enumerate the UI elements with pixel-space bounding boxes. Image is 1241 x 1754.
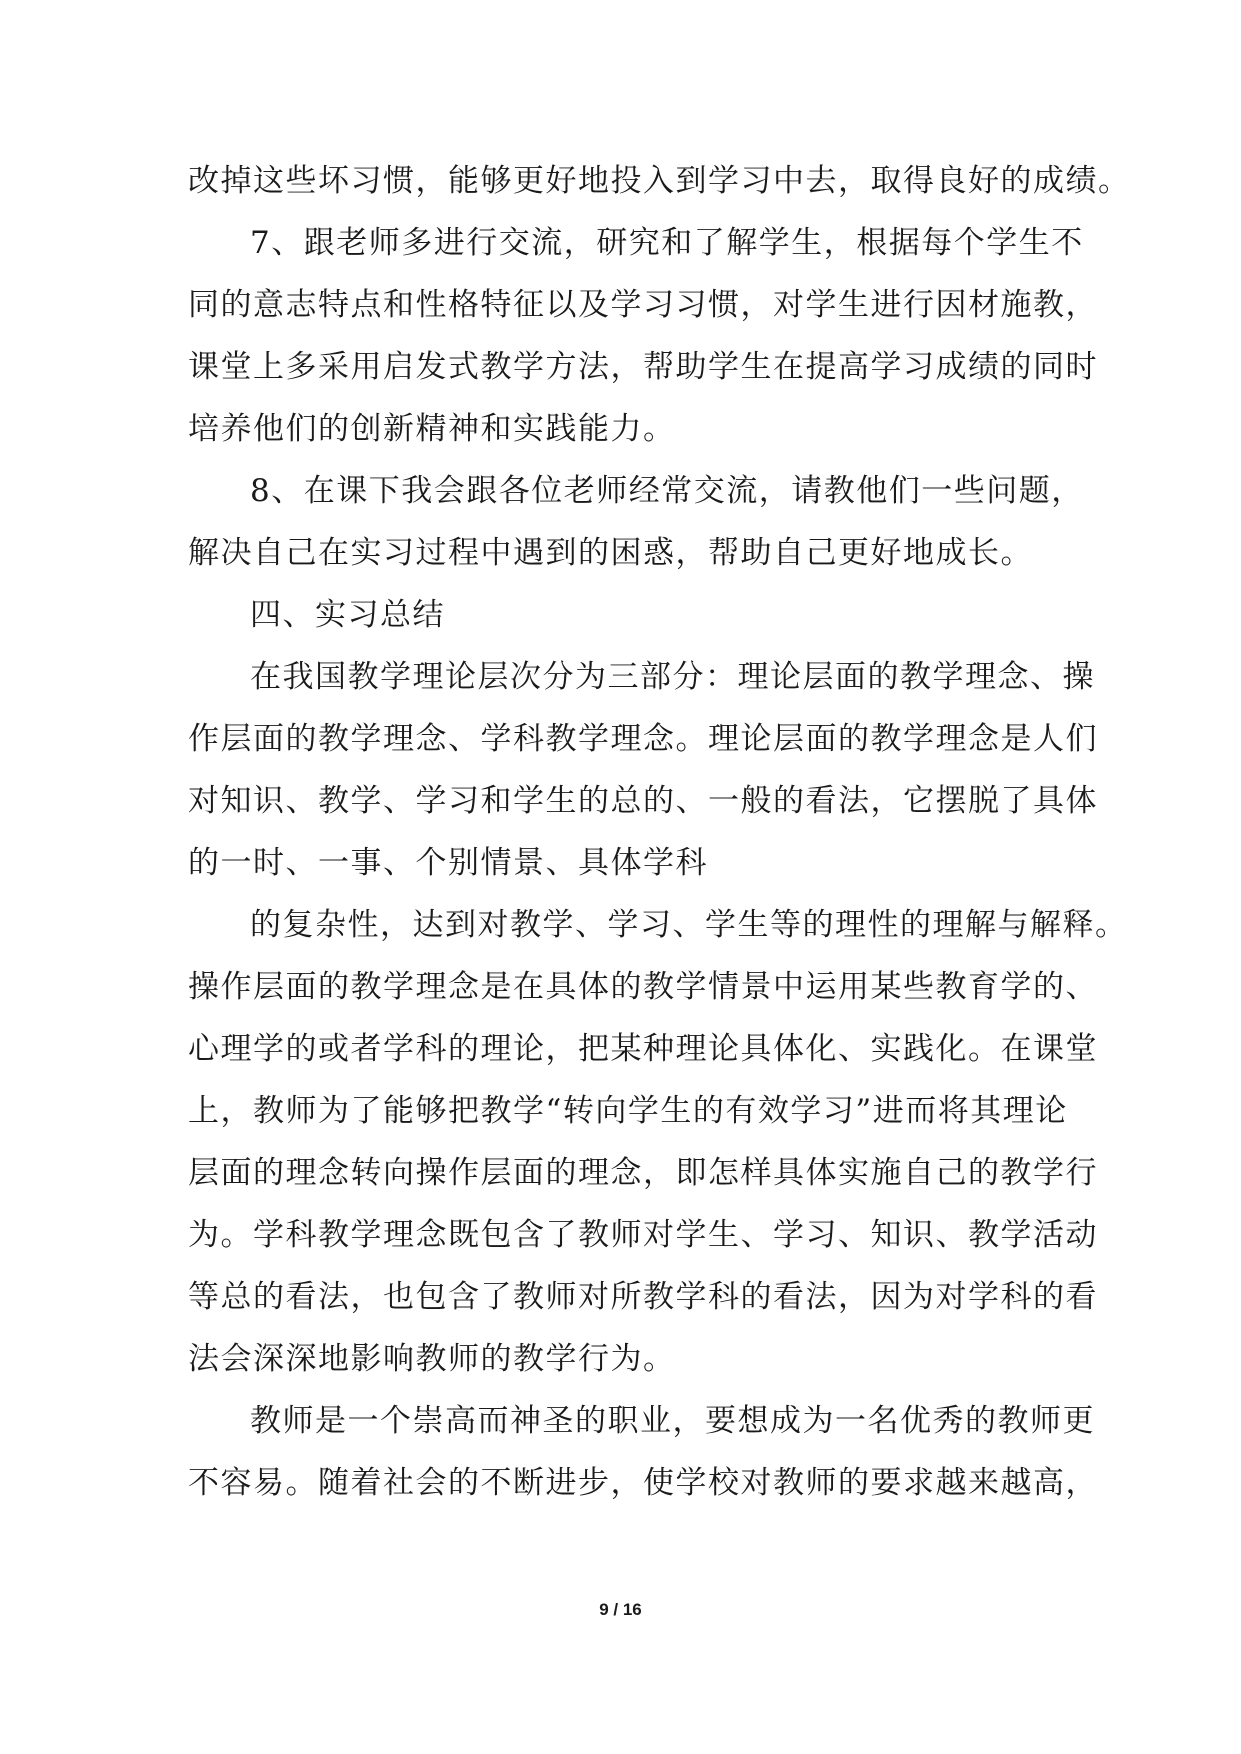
text-line: 改掉这些坏习惯，能够更好地投入到学习中去，取得良好的成绩。 [188,163,1131,199]
text-line: 层面的理念转向操作层面的理念，即怎样具体实施自己的教学行 [188,1155,1098,1191]
section-heading: 四、实习总结 [250,597,445,633]
text-line: 为。学科教学理念既包含了教师对学生、学习、知识、教学活动 [188,1217,1098,1253]
text-line: 解决自己在实习过程中遇到的困惑，帮助自己更好地成长。 [188,535,1033,571]
page-number: 9 / 16 [599,1600,642,1619]
body-text [188,150,1131,1514]
text-line: 8、在课下我会跟各位老师经常交流，请教他们一些问题， [250,473,1084,509]
text-line: 在我国教学理论层次分为三部分：理论层面的教学理念、操 [250,659,1095,695]
text-line: 培养他们的创新精神和实践能力。 [188,411,676,447]
text-line: 作层面的教学理念、学科教学理念。理论层面的教学理念是人们 [188,721,1098,757]
text-line: 教师是一个崇高而神圣的职业，要想成为一名优秀的教师更 [250,1403,1095,1439]
text-line: 不容易。随着社会的不断进步，使学校对教师的要求越来越高， [188,1465,1098,1501]
text-line: 上，教师为了能够把教学“转向学生的有效学习”进而将其理论 [188,1093,1068,1129]
text-line: 7、跟老师多进行交流，研究和了解学生，根据每个学生不 [250,225,1084,261]
text-line: 等总的看法，也包含了教师对所教学科的看法，因为对学科的看 [188,1279,1098,1315]
text-line: 心理学的或者学科的理论，把某种理论具体化、实践化。在课堂 [188,1031,1098,1067]
text-line: 的复杂性，达到对教学、学习、学生等的理性的理解与解释。 [250,907,1128,943]
text-line: 课堂上多采用启发式教学方法，帮助学生在提高学习成绩的同时 [188,349,1098,385]
text-line: 对知识、教学、学习和学生的总的、一般的看法，它摆脱了具体 [188,783,1098,819]
text-line: 操作层面的教学理念是在具体的教学情景中运用某些教育学的、 [188,969,1098,1005]
text-line: 的一时、一事、个别情景、具体学科 [188,845,708,881]
text-line: 法会深深地影响教师的教学行为。 [188,1341,676,1377]
text-line: 同的意志特点和性格特征以及学习习惯，对学生进行因材施教， [188,287,1098,323]
